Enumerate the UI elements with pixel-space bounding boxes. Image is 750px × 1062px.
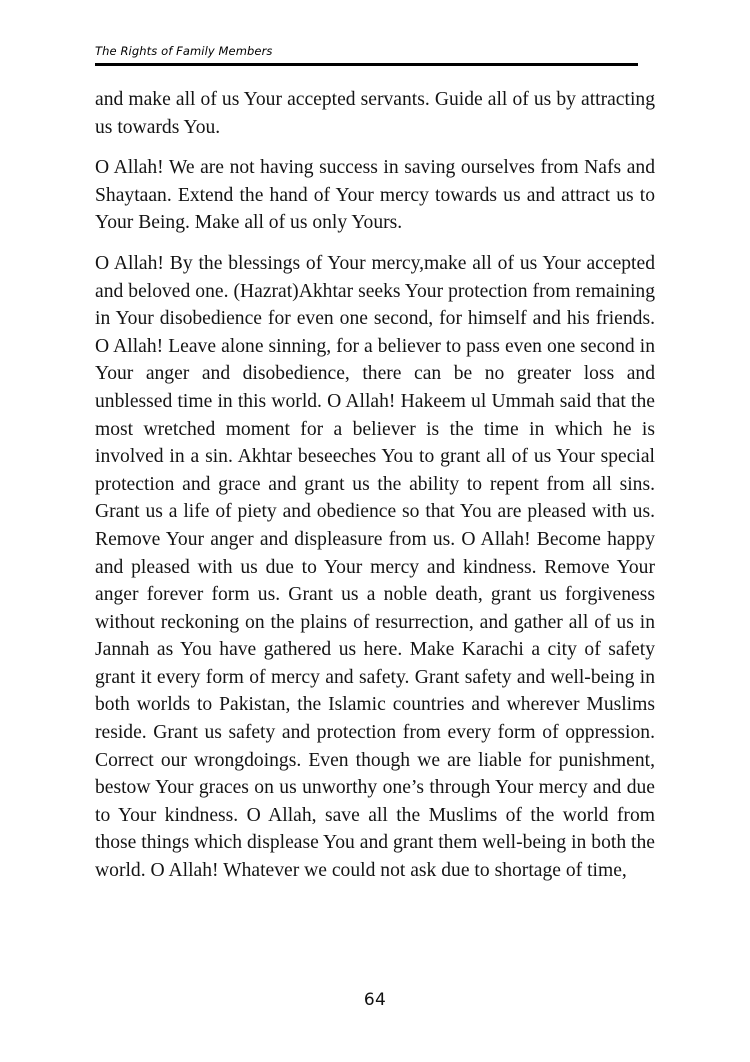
- body-paragraph-2: O Allah! We are not having success in saving ourselves from Nafs and Shaytaan. Extend the hand of Your mercy towards us and attract us to Your Being. Make all of us only Yours.: [95, 157, 655, 234]
- header-divider-rule: [95, 63, 638, 66]
- running-header-title: The Rights of Family Members: [95, 44, 273, 58]
- body-paragraph-3: O Allah! By the blessings of Your mercy,make all of us Your accepted and beloved one. (Hazrat)Akhtar seeks Your protection from remaining in Your disobedience for even one second, for himself and his friends. O Allah! Leave alone sinning, for a believer to pass even one second in Your anger and disobedience, there can be no greater loss and unblessed time in this world. O Allah! Hakeem ul Ummah said that the most wretched moment for a believer is the time in which he is involved in a sin. Akhtar beseeches You to grant all of us Your special protection and grace and grant us the ability to repent from all sins. Grant us a life of piety and obedience so that You are pleased with us. Remove Your anger and displeasure from us. O Allah! Become happy and pleased with us due to Your mercy and kindness. Remove Your anger forever form us. Grant us a noble death, grant us forgiveness without reckoning on the plains of resurrection, and gather all of us in Jannah as You have gathered us here. Make Karachi a city of safety grant it every form of mercy and safety. Grant safety and well-being in both worlds to Pakistan, the Islamic countries and wherever Muslims reside. Grant us safety and protection from every form of oppression. Correct our wrongdoings. Even though we are liable for punishment, bestow Your graces on us unworthy one’s through Your mercy and due to Your kindness. O Allah, save all the Muslims of the world from those things which displease You and grant them well-being in both the world. O Allah! Whatever we could not ask due to shortage of time,: [95, 252, 655, 882]
- running-header: [95, 44, 638, 66]
- body-text-column: [95, 86, 655, 885]
- body-paragraph-1: and make all of us Your accepted servants. Guide all of us by attracting us towards You.: [95, 89, 655, 138]
- page-number: 64: [363, 990, 387, 1010]
